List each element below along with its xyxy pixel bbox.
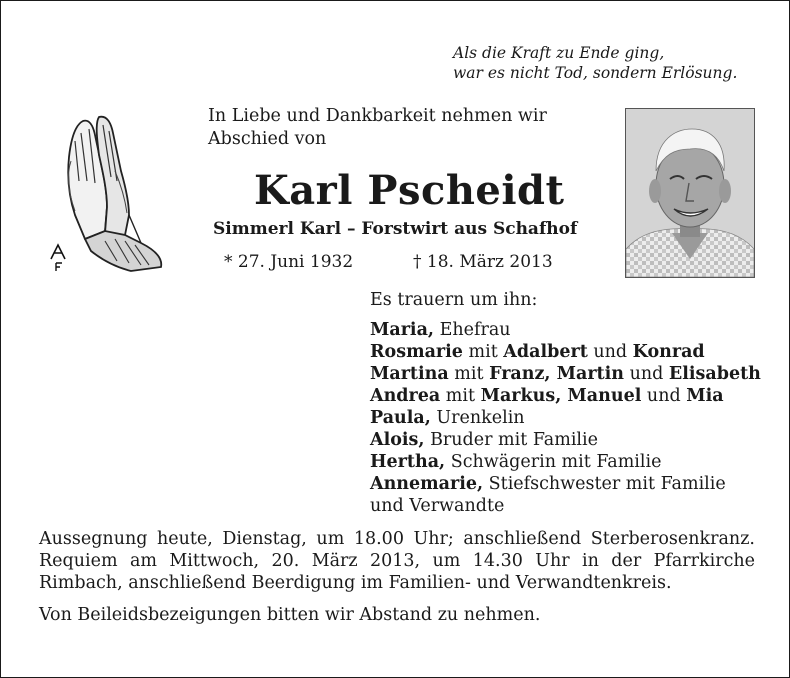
mourner-name: Andrea — [370, 386, 441, 406]
deceased-name: Karl Pscheidt — [254, 167, 565, 214]
mourner-name: Alois, — [370, 430, 425, 450]
intro-text — [208, 105, 598, 151]
deceased-subtitle: Simmerl Karl – Forstwirt aus Schafhof — [213, 219, 578, 239]
mourner-name: Annemarie, — [370, 474, 484, 494]
mourner-row — [370, 341, 780, 363]
mourner-row — [370, 363, 780, 385]
death-date: † 18. März 2013 — [413, 252, 553, 272]
announcement-paragraph-1: Aussegnung heute, Dienstag, um 18.00 Uhr; anschließend Sterberosenkranz. Requiem am Mittwoch, 20. März 2013, um 14.30 Uhr in der Pfarrkirche Rimbach, anschließend Beerdigung im Familien- und Verwandtenkreis. — [39, 529, 755, 593]
mourner-relation: Stiefschwester mit Familie — [483, 474, 726, 494]
mourner-name: Elisabeth — [668, 364, 761, 384]
motto-line-2: war es nicht Tod, sondern Erlösung. — [453, 64, 738, 82]
mourner-row — [370, 407, 780, 429]
mourner-relation: Bruder mit Familie — [424, 430, 598, 450]
motto-line-1: Als die Kraft zu Ende ging, — [453, 44, 665, 62]
mourner-relation: und — [641, 386, 687, 406]
mourner-name: Markus, Manuel — [480, 386, 642, 406]
mourner-relation: mit — [448, 364, 490, 384]
mourner-name: Martina — [370, 364, 449, 384]
mourner-relation: Urenkelin — [430, 408, 525, 428]
mourner-relation: und — [587, 342, 633, 362]
motto-quote — [453, 43, 773, 83]
mourner-row — [370, 429, 780, 451]
mourner-row — [370, 473, 780, 495]
praying-hands-icon — [45, 111, 175, 276]
mourner-relation: Ehefrau — [434, 320, 511, 340]
mourner-name: Hertha, — [370, 452, 446, 472]
mourner-name: Maria, — [370, 320, 435, 340]
intro-line-2: Abschied von — [208, 129, 327, 149]
mourner-relation: Schwägerin mit Familie — [445, 452, 662, 472]
mourner-relation: und Verwandte — [370, 496, 505, 516]
mourner-name: Konrad — [632, 342, 705, 362]
mourner-name: Franz, Martin — [489, 364, 625, 384]
mourners-rows — [370, 319, 780, 517]
birth-date: * 27. Juni 1932 — [224, 252, 354, 272]
monogram-icon — [51, 245, 65, 271]
announcement — [39, 528, 755, 626]
mourners-list — [370, 289, 780, 517]
portrait-photo — [625, 108, 755, 278]
mourner-row — [370, 495, 780, 517]
mourner-name: Paula, — [370, 408, 431, 428]
mourner-row — [370, 319, 780, 341]
mourner-name: Adalbert — [503, 342, 588, 362]
mourner-relation: mit — [462, 342, 504, 362]
mourners-heading: Es trauern um ihn: — [370, 290, 538, 310]
mourner-name: Rosmarie — [370, 342, 463, 362]
intro-line-1: In Liebe und Dankbarkeit nehmen wir — [208, 106, 547, 126]
announcement-paragraph-2: Von Beileidsbezeigungen bitten wir Abstand zu nehmen. — [39, 605, 541, 625]
mourner-name: Mia — [686, 386, 724, 406]
mourner-row — [370, 451, 780, 473]
mourner-relation: mit — [440, 386, 481, 406]
mourner-relation: und — [624, 364, 669, 384]
mourner-row — [370, 385, 780, 407]
